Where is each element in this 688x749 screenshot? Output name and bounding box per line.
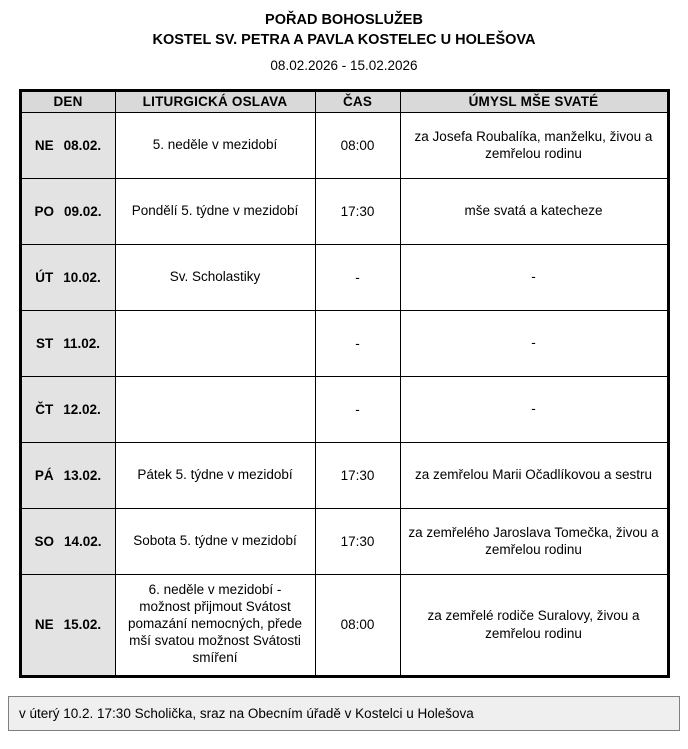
day-cell (20, 244, 115, 310)
day-date: 12.02. (63, 401, 101, 417)
time-cell: 08:00 (315, 574, 400, 676)
day-abbr: PÁ (34, 467, 54, 483)
footer-note: v úterý 10.2. 17:30 Scholička, sraz na Obecním úřadě v Kostelci u Holešova (8, 696, 680, 731)
table-row (20, 376, 668, 442)
table-row (20, 442, 668, 508)
day-date: 14.02. (63, 533, 102, 549)
day-date: 09.02. (63, 203, 102, 219)
table-header-row (20, 90, 668, 112)
col-header-day: DEN (20, 90, 115, 112)
col-header-celebration: LITURGICKÁ OSLAVA (115, 90, 315, 112)
intention-cell: mše svatá a katecheze (400, 178, 668, 244)
day-date: 08.02. (63, 137, 102, 153)
day-date: 10.02. (63, 269, 101, 285)
table-row (20, 244, 668, 310)
intention-cell: - (400, 310, 668, 376)
col-header-intention: ÚMYSL MŠE SVATÉ (400, 90, 668, 112)
day-cell (20, 442, 115, 508)
table-row (20, 310, 668, 376)
day-abbr: ST (35, 335, 54, 351)
time-cell: - (315, 310, 400, 376)
day-abbr: SO (34, 533, 54, 549)
day-abbr: NE (34, 617, 54, 633)
table-row (20, 112, 668, 178)
table-row (20, 508, 668, 574)
time-cell: - (315, 376, 400, 442)
table-row (20, 574, 668, 676)
day-date: 15.02. (63, 617, 102, 633)
page-subtitle: KOSTEL SV. PETRA A PAVLA KOSTELEC U HOLEŠOVA (152, 32, 536, 49)
intention-cell: za zemřelého Jaroslava Tomečka, živou a zemřelou rodinu (400, 508, 668, 574)
day-cell (20, 178, 115, 244)
day-cell (20, 574, 115, 676)
celebration-cell: Pondělí 5. týdne v mezidobí (115, 178, 315, 244)
page-title: POŘAD BOHOSLUŽEB (265, 12, 423, 28)
time-cell: 08:00 (315, 112, 400, 178)
table-row (20, 178, 668, 244)
day-abbr: NE (34, 137, 54, 153)
intention-cell: - (400, 244, 668, 310)
time-cell: 17:30 (315, 442, 400, 508)
schedule-table (19, 89, 670, 678)
day-abbr: ČT (35, 401, 54, 417)
time-cell: 17:30 (315, 178, 400, 244)
day-date: 13.02. (63, 467, 102, 483)
day-cell (20, 310, 115, 376)
intention-cell: za zemřelé rodiče Suralovy, živou a zemřelou rodinu (400, 574, 668, 676)
day-abbr: PO (34, 203, 54, 219)
celebration-cell: Sobota 5. týdne v mezidobí (115, 508, 315, 574)
day-abbr: ÚT (35, 269, 54, 285)
day-date: 11.02. (63, 335, 101, 351)
intention-cell: za Josefa Roubalíka, manželku, živou a zemřelou rodinu (400, 112, 668, 178)
celebration-cell (115, 376, 315, 442)
day-cell (20, 376, 115, 442)
intention-cell: za zemřelou Marii Očadlíkovou a sestru (400, 442, 668, 508)
date-range: 08.02.2026 - 15.02.2026 (270, 57, 418, 73)
celebration-cell: 6. neděle v mezidobí - možnost přijmout Svátost pomazání nemocných, přede mší svatou možnost Svátosti smíření (115, 574, 315, 676)
celebration-cell: 5. neděle v mezidobí (115, 112, 315, 178)
col-header-time: ČAS (315, 90, 400, 112)
time-cell: 17:30 (315, 508, 400, 574)
intention-cell: - (400, 376, 668, 442)
celebration-cell: Sv. Scholastiky (115, 244, 315, 310)
time-cell: - (315, 244, 400, 310)
day-cell (20, 508, 115, 574)
day-cell (20, 112, 115, 178)
celebration-cell: Pátek 5. týdne v mezidobí (115, 442, 315, 508)
celebration-cell (115, 310, 315, 376)
